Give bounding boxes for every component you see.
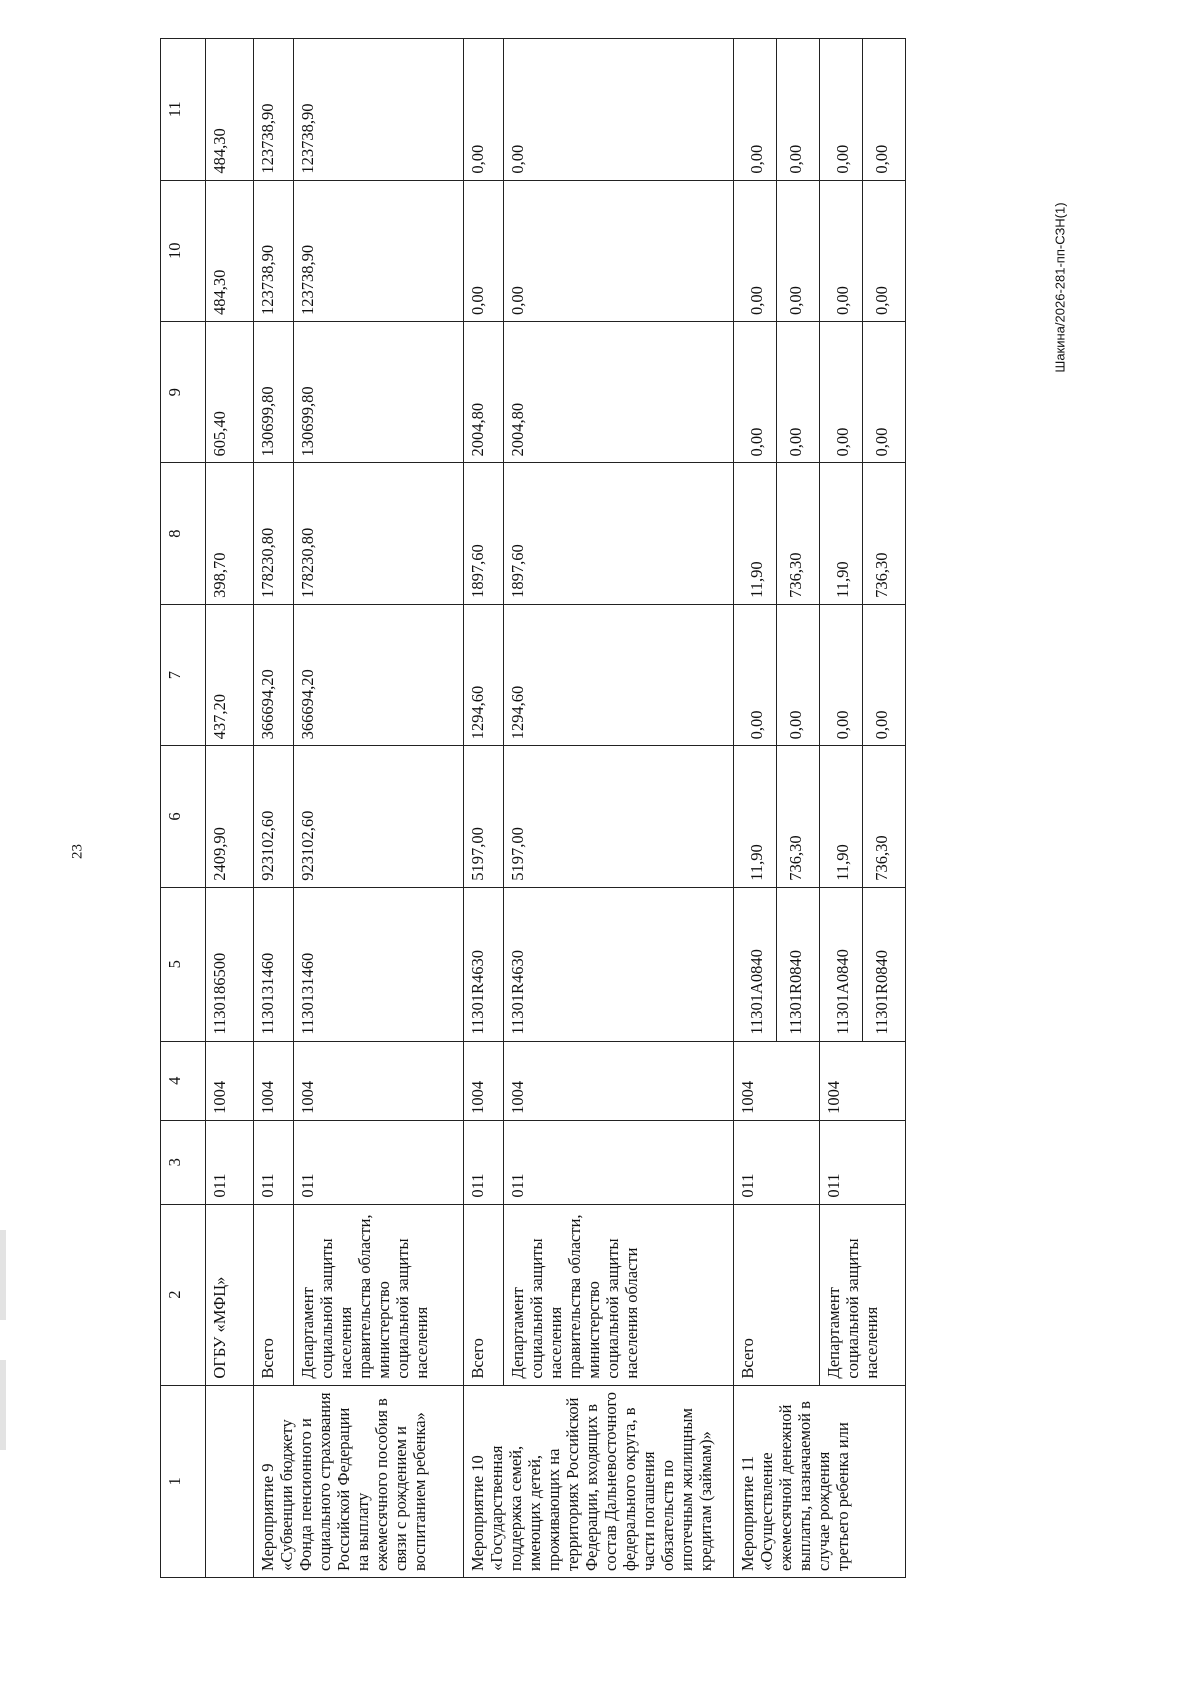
value-cell: 123738,90 — [254, 180, 294, 321]
value: 736,30 — [862, 463, 901, 603]
executor-cell: Всего — [734, 1204, 820, 1385]
rzpr-cell: 1004 — [734, 1041, 820, 1120]
grbs-cell: 011 — [820, 1120, 906, 1204]
value: 0,00 — [747, 144, 766, 174]
header-cell: 9 — [161, 322, 206, 463]
scan-artifact — [0, 1360, 6, 1450]
value: 0,00 — [776, 605, 815, 745]
value-cell: 178230,80 — [294, 463, 464, 604]
value: 0,00 — [862, 322, 901, 462]
value: 0,00 — [747, 286, 766, 315]
header-cell: 6 — [161, 746, 206, 887]
header-cell: 5 — [161, 887, 206, 1041]
value-cell: 398,70 — [206, 463, 254, 604]
table-row — [254, 39, 294, 1578]
value-cell: 130699,80 — [254, 322, 294, 463]
rzpr-cell: 1004 — [206, 1041, 254, 1120]
csr-value: 11301A0840 — [747, 949, 766, 1035]
rzpr-cell: 1004 — [504, 1041, 734, 1120]
page-number: 23 — [69, 844, 86, 859]
budget-table — [160, 38, 906, 1578]
grbs-cell: 011 — [504, 1120, 734, 1204]
table-row — [820, 39, 906, 1578]
csr-cell — [734, 887, 820, 1041]
value-cell: 484,30 — [206, 39, 254, 181]
value-cell: 437,20 — [206, 604, 254, 745]
value: 0,00 — [747, 427, 766, 457]
value-cell — [734, 463, 820, 604]
measure-cell: Мероприятие 10 «Государственная поддержка семей, имеющих детей, проживающих на территориях Российской Федерации, входящих в состав Дальневосточного федерального округа, в части погашения обязательств по ипотечным жилищным кредитам (займам)» — [464, 1385, 734, 1577]
value-cell — [734, 604, 820, 745]
document-code-text: Шакина/2026-281-пп-СЗН(1) — [1052, 202, 1068, 373]
csr-cell: 1130186500 — [206, 887, 254, 1041]
value: 11,90 — [833, 844, 852, 881]
csr-cell: 11301R4630 — [504, 887, 734, 1041]
header-cell: 10 — [161, 180, 206, 321]
value-cell — [820, 180, 906, 321]
csr-cell — [820, 887, 906, 1041]
table-row — [734, 39, 820, 1578]
value-cell: 923102,60 — [294, 746, 464, 887]
executor-cell: Департамент социальной защиты населения правительства области, министерство социальной защиты населения — [294, 1204, 464, 1385]
measure-cell: Мероприятие 11 «Осуществление ежемесячной денежной выплаты, назначаемой в случае рождения третьего ребенка или — [734, 1385, 906, 1577]
scan-artifact — [0, 1230, 6, 1320]
value: 736,30 — [776, 746, 815, 886]
rzpr-cell: 1004 — [464, 1041, 504, 1120]
header-cell: 1 — [161, 1385, 206, 1577]
executor-cell: Департамент социальной защиты населения — [820, 1204, 906, 1385]
value-cell: 366694,20 — [254, 604, 294, 745]
header-cell: 8 — [161, 463, 206, 604]
header-cell: 2 — [161, 1204, 206, 1385]
value-cell: 123738,90 — [294, 39, 464, 181]
executor-cell: Департамент социальной защиты населения правительства области, министерство социальной защиты населения области — [504, 1204, 734, 1385]
value-cell: 130699,80 — [294, 322, 464, 463]
value-cell: 5197,00 — [464, 746, 504, 887]
csr-cell: 11301R4630 — [464, 887, 504, 1041]
value-cell — [820, 604, 906, 745]
value: 0,00 — [833, 427, 852, 457]
value-cell: 0,00 — [464, 180, 504, 321]
value-cell — [820, 39, 906, 181]
table-row — [464, 39, 504, 1578]
header-cell: 4 — [161, 1041, 206, 1120]
value-cell — [734, 180, 820, 321]
header-cell: 3 — [161, 1120, 206, 1204]
csr-value: 11301R0840 — [776, 888, 815, 1041]
value: 0,00 — [776, 322, 815, 462]
value: 11,90 — [747, 561, 766, 598]
grbs-cell: 011 — [464, 1120, 504, 1204]
rzpr-cell: 1004 — [294, 1041, 464, 1120]
value-cell — [734, 322, 820, 463]
value-cell: 1294,60 — [504, 604, 734, 745]
value-cell: 123738,90 — [254, 39, 294, 181]
value-cell: 1897,60 — [504, 463, 734, 604]
value-cell — [820, 463, 906, 604]
value: 0,00 — [776, 181, 815, 321]
value: 11,90 — [747, 844, 766, 881]
value: 0,00 — [776, 39, 815, 180]
header-row — [161, 39, 206, 1578]
value-cell — [820, 322, 906, 463]
value-cell — [734, 746, 820, 887]
value: 0,00 — [862, 39, 901, 180]
value-cell — [820, 746, 906, 887]
grbs-cell: 011 — [294, 1120, 464, 1204]
value: 0,00 — [862, 605, 901, 745]
value-cell: 2004,80 — [504, 322, 734, 463]
value: 11,90 — [833, 561, 852, 598]
value: 736,30 — [776, 463, 815, 603]
value: 0,00 — [747, 710, 766, 740]
measure-cell — [206, 1385, 254, 1577]
rzpr-cell: 1004 — [254, 1041, 294, 1120]
value: 0,00 — [833, 286, 852, 315]
value-cell: 2004,80 — [464, 322, 504, 463]
csr-value: 11301A0840 — [833, 949, 852, 1035]
value-cell — [734, 39, 820, 181]
csr-cell: 1130131460 — [254, 887, 294, 1041]
table-row — [206, 39, 254, 1578]
executor-cell: Всего — [464, 1204, 504, 1385]
value-cell: 178230,80 — [254, 463, 294, 604]
value-cell: 605,40 — [206, 322, 254, 463]
value-cell: 0,00 — [504, 180, 734, 321]
value: 0,00 — [833, 144, 852, 174]
grbs-cell: 011 — [206, 1120, 254, 1204]
value-cell: 5197,00 — [504, 746, 734, 887]
value-cell: 2409,90 — [206, 746, 254, 887]
value: 736,30 — [862, 746, 901, 886]
value-cell: 366694,20 — [294, 604, 464, 745]
table-row — [504, 39, 734, 1578]
value-cell: 484,30 — [206, 180, 254, 321]
csr-cell: 1130131460 — [294, 887, 464, 1041]
table-row — [294, 39, 464, 1578]
value: 0,00 — [833, 710, 852, 740]
value-cell: 123738,90 — [294, 180, 464, 321]
value-cell: 1897,60 — [464, 463, 504, 604]
executor-cell: Всего — [254, 1204, 294, 1385]
grbs-cell: 011 — [734, 1120, 820, 1204]
value-cell: 923102,60 — [254, 746, 294, 887]
value-cell: 0,00 — [464, 39, 504, 181]
value-cell: 0,00 — [504, 39, 734, 181]
csr-value: 11301R0840 — [862, 888, 901, 1041]
header-cell: 7 — [161, 604, 206, 745]
measure-cell: Мероприятие 9 «Субвенции бюджету Фонда пенсионного и социального страхования Российской Федерации на выплату ежемесячного пособия в связи с рождением и воспитанием ребенка» — [254, 1385, 464, 1577]
grbs-cell: 011 — [254, 1120, 294, 1204]
value: 0,00 — [862, 181, 901, 321]
executor-cell: ОГБУ «МФЦ» — [206, 1204, 254, 1385]
value-cell: 1294,60 — [464, 604, 504, 745]
rzpr-cell: 1004 — [820, 1041, 906, 1120]
header-cell: 11 — [161, 39, 206, 181]
